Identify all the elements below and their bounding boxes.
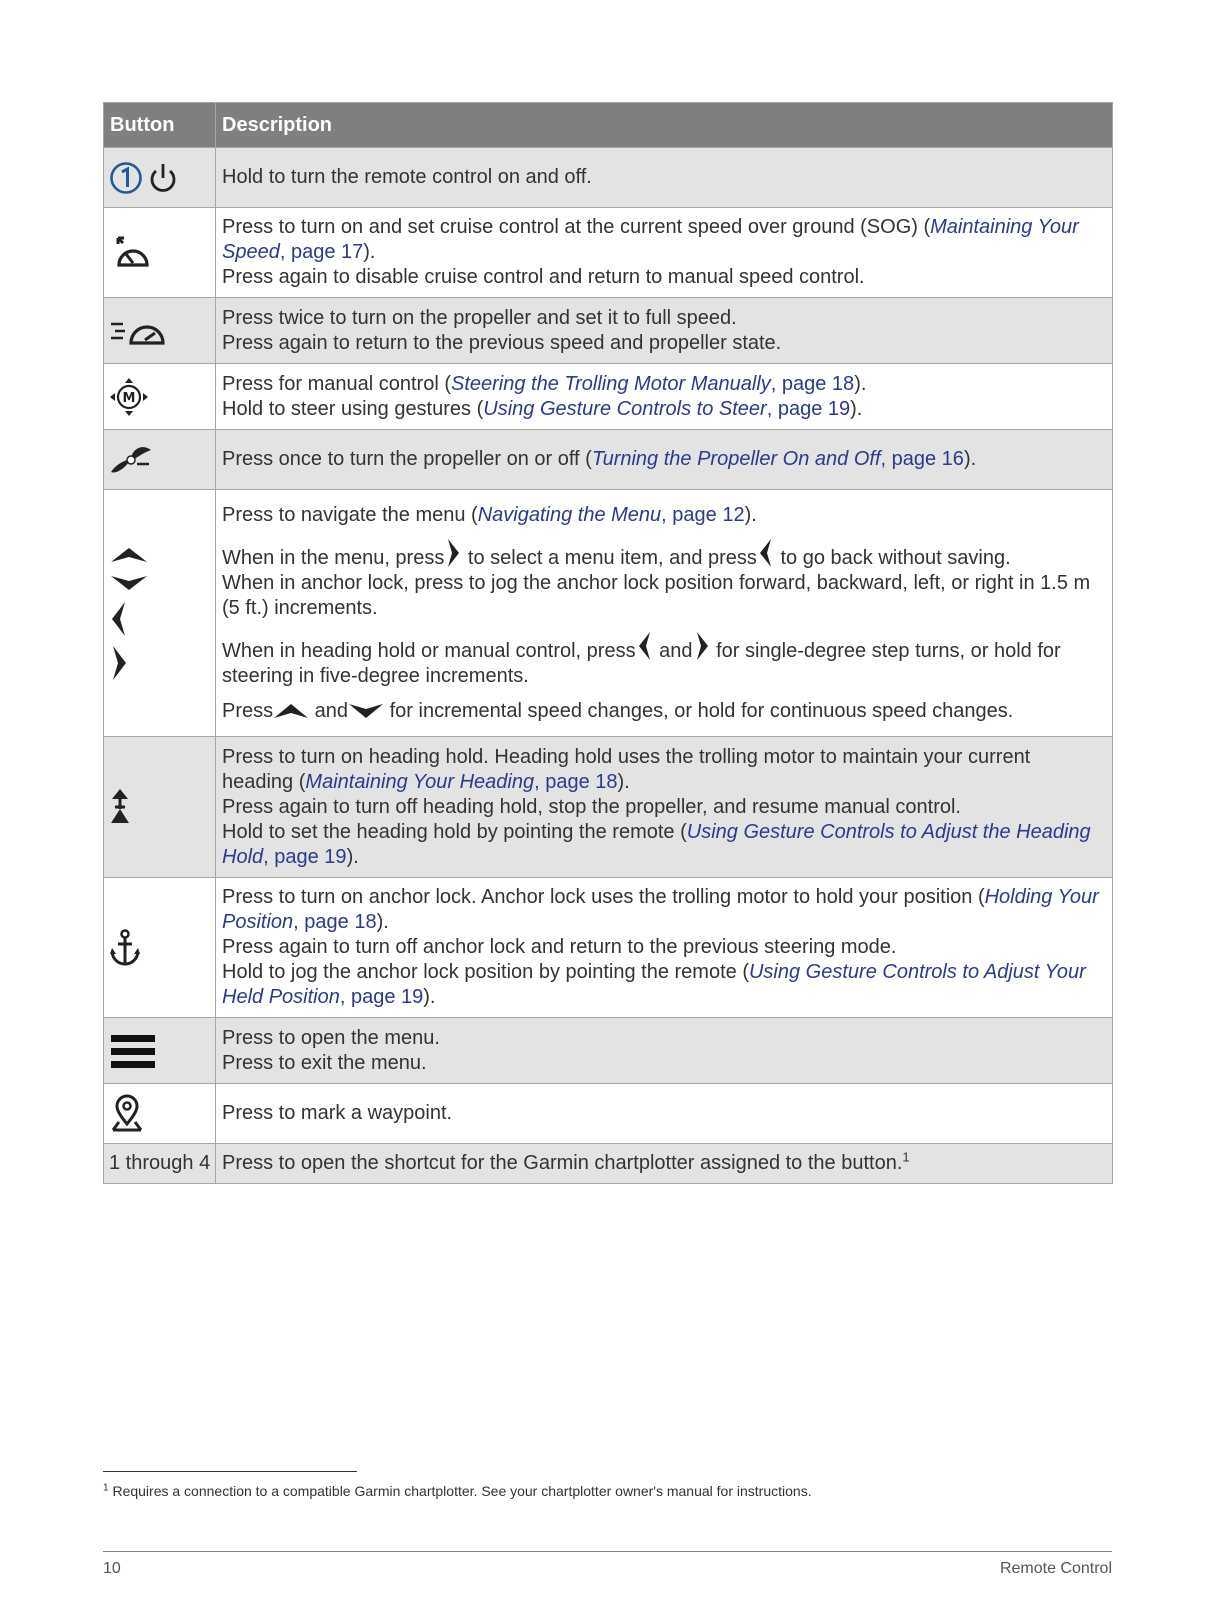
description-text: Press again to return to the previous speed and propeller state. — [222, 331, 782, 354]
up-arrow-icon — [109, 544, 149, 566]
description-text: Press to turn on heading hold. Heading hold uses the trolling motor to maintain your current heading ( — [222, 745, 1031, 793]
description-text: Press — [222, 699, 274, 722]
table-row — [104, 364, 1113, 430]
cross-reference-link[interactable]: Steering the Trolling Motor Manually — [450, 372, 771, 395]
cross-reference-link[interactable]: Using Gesture Controls to Steer — [483, 397, 767, 420]
button-label: 1 through 4 — [109, 1152, 211, 1174]
description-cell — [216, 1084, 1113, 1144]
page-reference[interactable]: , page 18 — [534, 770, 618, 793]
heading-hold-icon — [109, 787, 139, 827]
button-cell — [104, 490, 216, 737]
description-text: Press to mark a waypoint. — [222, 1102, 453, 1124]
description-text: Press to open the shortcut for the Garmin chartplotter assigned to the button. — [222, 1152, 903, 1174]
description-cell — [216, 430, 1113, 490]
header-description: Description — [216, 103, 1113, 148]
page-reference[interactable]: , page 12 — [661, 503, 745, 526]
button-cell — [104, 364, 216, 430]
manual-control-icon — [109, 377, 149, 417]
table-row — [104, 1084, 1113, 1144]
button-cell — [104, 430, 216, 490]
table-row — [104, 298, 1113, 364]
button-cell — [104, 1084, 216, 1144]
page-reference[interactable]: , page 19 — [766, 397, 851, 420]
header-button: Button — [104, 103, 216, 148]
description-text: ). — [376, 911, 389, 933]
propeller-icon — [109, 440, 155, 480]
description-text: Hold to set the heading hold by pointing the remote ( — [222, 820, 687, 843]
table-row — [104, 430, 1113, 490]
right-arrow-icon — [693, 631, 711, 661]
description-text: ). — [363, 241, 376, 263]
description-text: Press for manual control ( — [222, 372, 451, 395]
footnote-marker: 1 — [103, 1482, 109, 1494]
menu-icon — [109, 1031, 157, 1071]
button-cell — [104, 148, 216, 208]
button-table — [103, 102, 1113, 1184]
right-arrow-icon — [109, 644, 129, 682]
description-cell — [216, 298, 1113, 364]
description-text: Press twice to turn on the propeller and set it to full speed. — [222, 306, 737, 329]
description-text: for single-degree step turns, or hold for steering in five-degree increments. — [222, 639, 1061, 687]
button-cell — [104, 878, 216, 1018]
table-row — [104, 878, 1113, 1018]
page-number: 10 — [103, 1560, 121, 1577]
left-arrow-icon — [109, 600, 129, 638]
description-cell — [216, 1018, 1113, 1084]
description-text: ). — [617, 770, 630, 793]
page-reference[interactable]: , page 19 — [339, 986, 424, 1008]
left-arrow-icon — [636, 631, 654, 661]
description-text: Hold to turn the remote control on and off. — [222, 166, 592, 188]
description-text: Press again to disable cruise control and return to manual speed control. — [222, 266, 865, 288]
one-icon — [112, 163, 141, 192]
footnote-text: Requires a connection to a compatible Garmin chartplotter. See your chartplotter owner's manual for instructions. — [112, 1483, 812, 1499]
description-text: Press once to turn the propeller on or off ( — [222, 448, 592, 470]
description-text: ). — [854, 372, 867, 395]
description-cell — [216, 490, 1113, 737]
table-row — [104, 490, 1113, 737]
cross-reference-link[interactable]: Holding Your Position — [222, 886, 1099, 933]
left-arrow-icon — [757, 538, 775, 568]
description-text: Press to open the menu. — [222, 1026, 440, 1049]
description-cell — [216, 208, 1113, 298]
description-text: ). — [850, 397, 863, 420]
description-text: Press to navigate the menu ( — [222, 503, 478, 526]
description-text: to go back without saving. — [774, 546, 1011, 569]
description-cell — [216, 737, 1113, 878]
cross-reference-link[interactable]: Maintaining Your Speed — [222, 216, 1079, 263]
button-cell — [104, 298, 216, 364]
full-speed-icon — [109, 313, 169, 349]
description-text: and — [653, 639, 693, 662]
button-cell — [104, 208, 216, 298]
description-text: Press again to turn off anchor lock and return to the previous steering mode. — [222, 936, 897, 958]
section-title: Remote Control — [999, 1560, 1112, 1577]
waypoint-icon — [109, 1094, 149, 1134]
description-text: When in anchor lock, press to jog the anchor lock position forward, backward, left, or right in 1.5 m (5 ft.) increments. — [222, 571, 1091, 619]
power-icon — [152, 164, 174, 190]
description-text: to select a menu item, and press — [462, 546, 757, 569]
table-row — [104, 148, 1113, 208]
description-cell — [216, 364, 1113, 430]
right-arrow-icon — [444, 538, 462, 568]
up-arrow-icon — [273, 701, 309, 721]
anchor-icon — [109, 928, 143, 968]
page-reference[interactable]: , page 19 — [263, 845, 347, 868]
description-text: Press to turn on anchor lock. Anchor lock uses the trolling motor to hold your position ( — [222, 886, 985, 908]
footnote — [103, 1483, 812, 1499]
description-text: for incremental speed changes, or hold for continuous speed changes. — [384, 699, 1014, 722]
footnote-divider — [103, 1471, 357, 1472]
page-reference[interactable]: , page 17 — [279, 241, 364, 263]
down-arrow-icon — [348, 701, 384, 721]
description-text: ). — [423, 986, 436, 1008]
button-cell — [104, 737, 216, 878]
button-cell — [104, 1018, 216, 1084]
description-text: ). — [744, 503, 757, 526]
description-text: Hold to steer using gestures ( — [222, 397, 484, 420]
description-text: Press to exit the menu. — [222, 1051, 427, 1074]
table-row — [104, 737, 1113, 878]
page-reference[interactable]: , page 18 — [770, 372, 855, 395]
button-cell — [104, 1144, 216, 1184]
cruise-control-icon — [109, 233, 153, 273]
description-text: Hold to jog the anchor lock position by pointing the remote ( — [222, 961, 749, 983]
svg-text:M: M — [122, 390, 136, 406]
cross-reference-link[interactable]: Using Gesture Controls to Adjust Your Held Position — [222, 961, 1086, 1008]
description-text: ). — [963, 448, 977, 470]
description-cell — [216, 1144, 1113, 1184]
page-reference[interactable]: , page 16 — [880, 448, 964, 470]
description-text: When in heading hold or manual control, press — [222, 639, 636, 662]
cross-reference-link[interactable]: Using Gesture Controls to Adjust the Heading Hold — [222, 820, 1091, 868]
footnote-reference[interactable]: 1 — [902, 1149, 910, 1165]
table-row — [104, 1144, 1113, 1184]
cross-reference-link[interactable]: Navigating the Menu — [477, 503, 662, 526]
description-cell — [216, 148, 1113, 208]
cross-reference-link[interactable]: Turning the Propeller On and Off — [591, 448, 881, 470]
description-text: ). — [346, 845, 359, 868]
down-arrow-icon — [109, 572, 149, 594]
description-text: Press to turn on and set cruise control at the current speed over ground (SOG) ( — [222, 216, 931, 238]
description-text: When in the menu, press — [222, 546, 445, 569]
cross-reference-link[interactable]: Maintaining Your Heading — [305, 770, 535, 793]
page-reference[interactable]: , page 18 — [293, 911, 377, 933]
table-row — [104, 208, 1113, 298]
description-text: Press again to turn off heading hold, stop the propeller, and resume manual control. — [222, 795, 961, 818]
description-text: and — [309, 699, 349, 722]
table-row — [104, 1018, 1113, 1084]
table-header-row — [104, 103, 1113, 148]
footer-divider — [103, 1551, 1112, 1552]
description-cell — [216, 878, 1113, 1018]
